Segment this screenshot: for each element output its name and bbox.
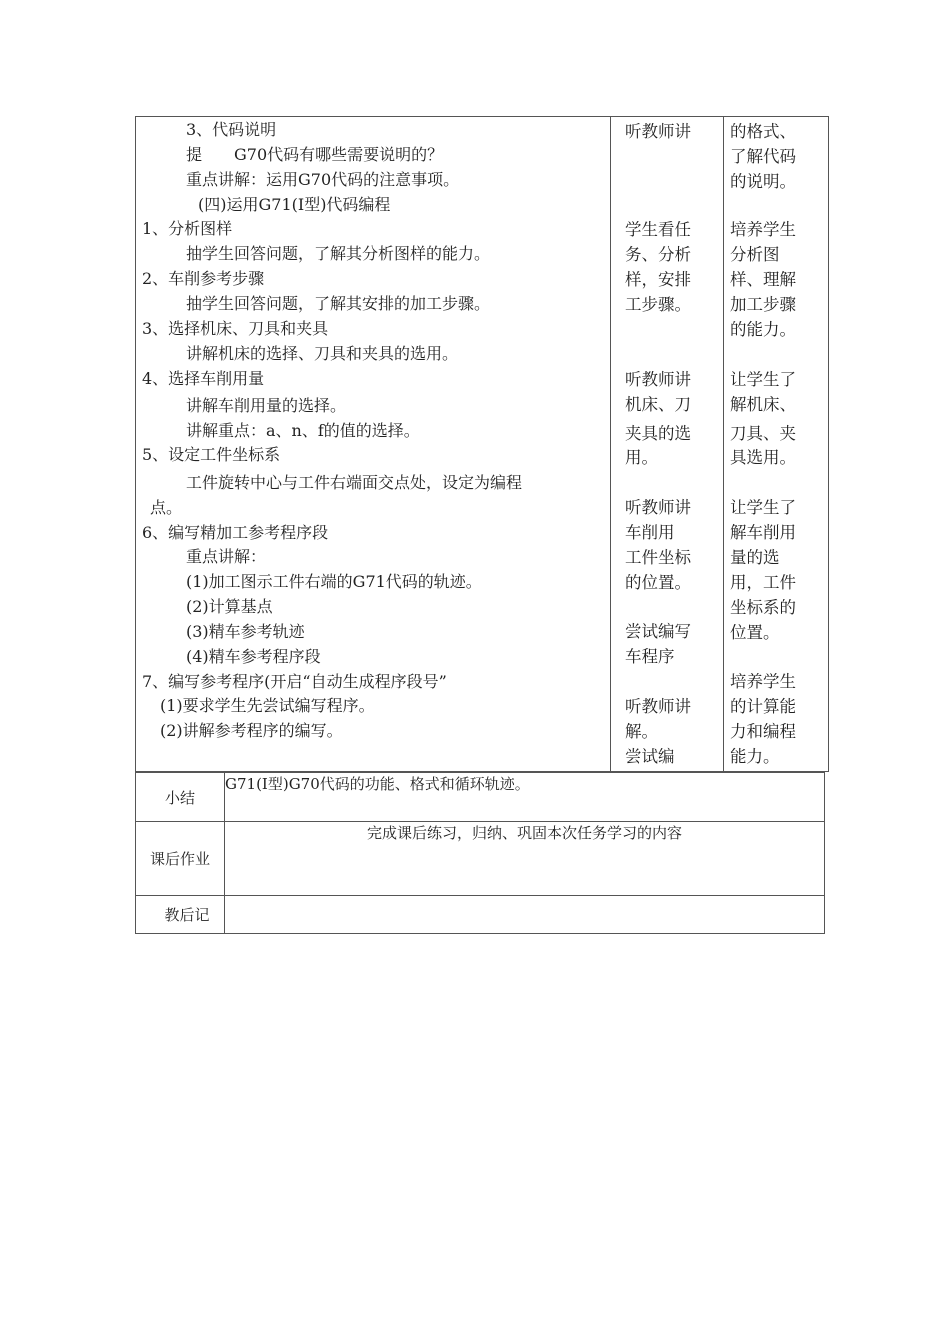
content-line: 重点讲解：	[186, 547, 267, 566]
purpose-line: 培养学生	[730, 672, 796, 691]
purpose-line: 坐标系的	[730, 598, 796, 617]
purpose-line: 具选用。	[730, 448, 796, 467]
content-line: 7、编写参考程序(开启“自动生成程序段号”	[142, 672, 447, 691]
content-line: (1)要求学生先尝试编写程序。	[160, 696, 375, 715]
purpose-line: 能力。	[730, 747, 780, 766]
lesson-table-top	[135, 116, 829, 772]
purpose-line: 量的选	[730, 548, 780, 567]
purpose-line: 分析图	[730, 245, 780, 264]
content-line: 讲解机床的选择、刀具和夹具的选用。	[186, 344, 459, 363]
purpose-line: 培养学生	[730, 220, 796, 239]
activity-line: 务、分析	[625, 245, 691, 264]
activity-line: 尝试编写	[625, 622, 691, 641]
purpose-line: 的能力。	[730, 320, 796, 339]
content-line: 3、选择机床、刀具和夹具	[142, 319, 329, 338]
content-line: 抽学生回答问题，了解其安排的加工步骤。	[186, 294, 491, 313]
activity-line: 学生看任	[625, 220, 691, 239]
content-line: 点。	[150, 498, 183, 517]
lesson-plan-sheet	[135, 116, 825, 934]
activity-line: 听教师讲	[625, 498, 691, 517]
post-class-notes-text	[225, 896, 825, 934]
activity-line: 尝试编	[625, 747, 675, 766]
content-line: (4)精车参考程序段	[186, 647, 321, 666]
purpose-line: 刀具、夹	[730, 424, 796, 443]
activity-line: 机床、刀	[625, 395, 691, 414]
purpose-line: 解车削用	[730, 523, 796, 542]
teaching-content-cell	[136, 117, 611, 772]
homework-label: 课后作业	[136, 822, 225, 896]
post-class-notes-label: 教后记	[136, 896, 225, 934]
content-line: (四)运用G71(I型)代码编程	[198, 195, 391, 214]
content-line: (3)精车参考轨迹	[186, 622, 305, 641]
content-line: 工件旋转中心与工件右端面交点处，设定为编程	[186, 473, 523, 492]
content-line: (2)计算基点	[186, 597, 273, 616]
purpose-line: 力和编程	[730, 722, 796, 741]
design-purpose-cell	[724, 117, 829, 772]
activity-line: 样，安排	[625, 270, 691, 289]
content-line: 1、分析图样	[142, 219, 233, 238]
content-line: 讲解重点：a、n、f的值的选择。	[186, 421, 420, 440]
purpose-line: 的格式、	[730, 122, 796, 141]
summary-label: 小结	[136, 773, 225, 822]
lesson-table-bottom	[135, 772, 825, 934]
activity-line: 工步骤。	[625, 295, 691, 314]
content-line: 抽学生回答问题，了解其分析图样的能力。	[186, 244, 491, 263]
purpose-line: 了解代码	[730, 147, 796, 166]
purpose-line: 解机床、	[730, 395, 796, 414]
purpose-line: 用，工件	[730, 573, 796, 592]
activity-line: 工件坐标	[625, 548, 691, 567]
content-line: 提 G70代码有哪些需要说明的？	[186, 145, 444, 164]
student-activity-cell	[611, 117, 724, 772]
content-line: 6、编写精加工参考程序段	[142, 523, 329, 542]
purpose-line: 位置。	[730, 623, 780, 642]
content-line: 3、代码说明	[186, 120, 277, 139]
summary-text: G71(I型)G70代码的功能、格式和循环轨迹。	[225, 773, 825, 822]
homework-text: 完成课后练习，归纳、巩固本次任务学习的内容	[225, 822, 825, 896]
content-line: 2、车削参考步骤	[142, 269, 265, 288]
purpose-line: 让学生了	[730, 370, 796, 389]
content-line: 5、设定工件坐标系	[142, 445, 281, 464]
activity-line: 的位置。	[625, 573, 691, 592]
activity-line: 解。	[625, 722, 658, 741]
purpose-line: 的计算能	[730, 697, 796, 716]
content-line: (2)讲解参考程序的编写。	[160, 721, 343, 740]
activity-line: 听教师讲	[625, 122, 691, 141]
content-line: 4、选择车削用量	[142, 369, 265, 388]
purpose-line: 样、理解	[730, 270, 796, 289]
activity-line: 听教师讲	[625, 370, 691, 389]
content-line: (1)加工图示工件右端的G71代码的轨迹。	[186, 572, 482, 591]
activity-line: 车程序	[625, 647, 675, 666]
activity-line: 用。	[625, 448, 658, 467]
activity-line: 车削用	[625, 523, 675, 542]
activity-line: 夹具的选	[625, 424, 691, 443]
purpose-line: 让学生了	[730, 498, 796, 517]
activity-line: 听教师讲	[625, 697, 691, 716]
purpose-line: 的说明。	[730, 172, 796, 191]
content-line: 重点讲解：运用G70代码的注意事项。	[186, 170, 460, 189]
content-line: 讲解车削用量的选择。	[186, 396, 347, 415]
purpose-line: 加工步骤	[730, 295, 796, 314]
